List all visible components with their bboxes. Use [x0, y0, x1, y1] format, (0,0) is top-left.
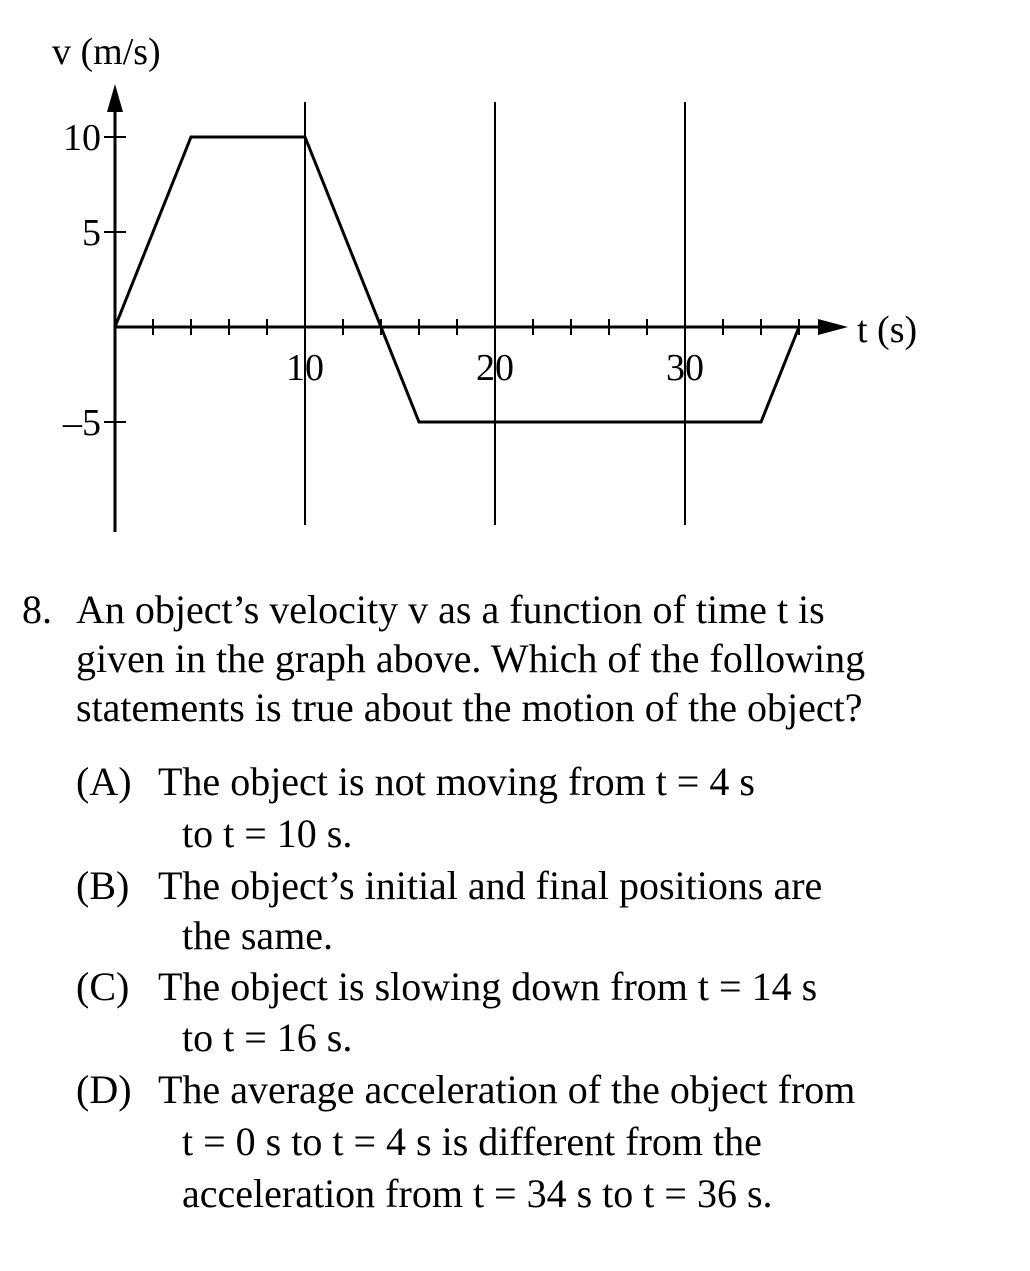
- choice-letter: (B): [76, 863, 130, 908]
- choice-letter: (A): [76, 759, 132, 804]
- choice-text-line: The object’s initial and final positions are: [158, 863, 823, 908]
- choice-letter: (C): [76, 964, 130, 1009]
- choice-text-line: t = 0 s to t = 4 s is different from the: [182, 1119, 762, 1164]
- y-tick-label: –5: [63, 402, 101, 444]
- choice-text-line: The object is slowing down from t = 14 s: [158, 964, 818, 1009]
- choice-text-line: to t = 10 s.: [182, 811, 353, 856]
- question-stem-line-3: statements is true about the motion of the object?: [76, 685, 863, 730]
- choice-letter: (D): [76, 1067, 132, 1112]
- choice-text-line: acceleration from t = 34 s to t = 36 s.: [182, 1171, 773, 1216]
- choice-text-line: The object is not moving from t = 4 s: [158, 759, 755, 804]
- x-axis-label: t (s): [857, 309, 918, 351]
- x-tick-label: 10: [286, 347, 324, 389]
- choice-text-line: to t = 16 s.: [182, 1015, 353, 1060]
- y-tick-label: 5: [82, 212, 101, 254]
- y-axis-label: v (m/s): [52, 31, 161, 73]
- y-tick-label: 10: [63, 117, 101, 159]
- choice-text-line: The average acceleration of the object from: [158, 1067, 856, 1112]
- question-stem-line-2: given in the graph above. Which of the following: [76, 636, 866, 681]
- question-number: 8.: [22, 587, 52, 632]
- question-stem-line-1: An object’s velocity v as a function of time t is: [76, 587, 825, 632]
- x-tick-label: 20: [476, 347, 514, 389]
- choice-text-line: the same.: [182, 913, 334, 958]
- x-tick-label: 30: [666, 347, 704, 389]
